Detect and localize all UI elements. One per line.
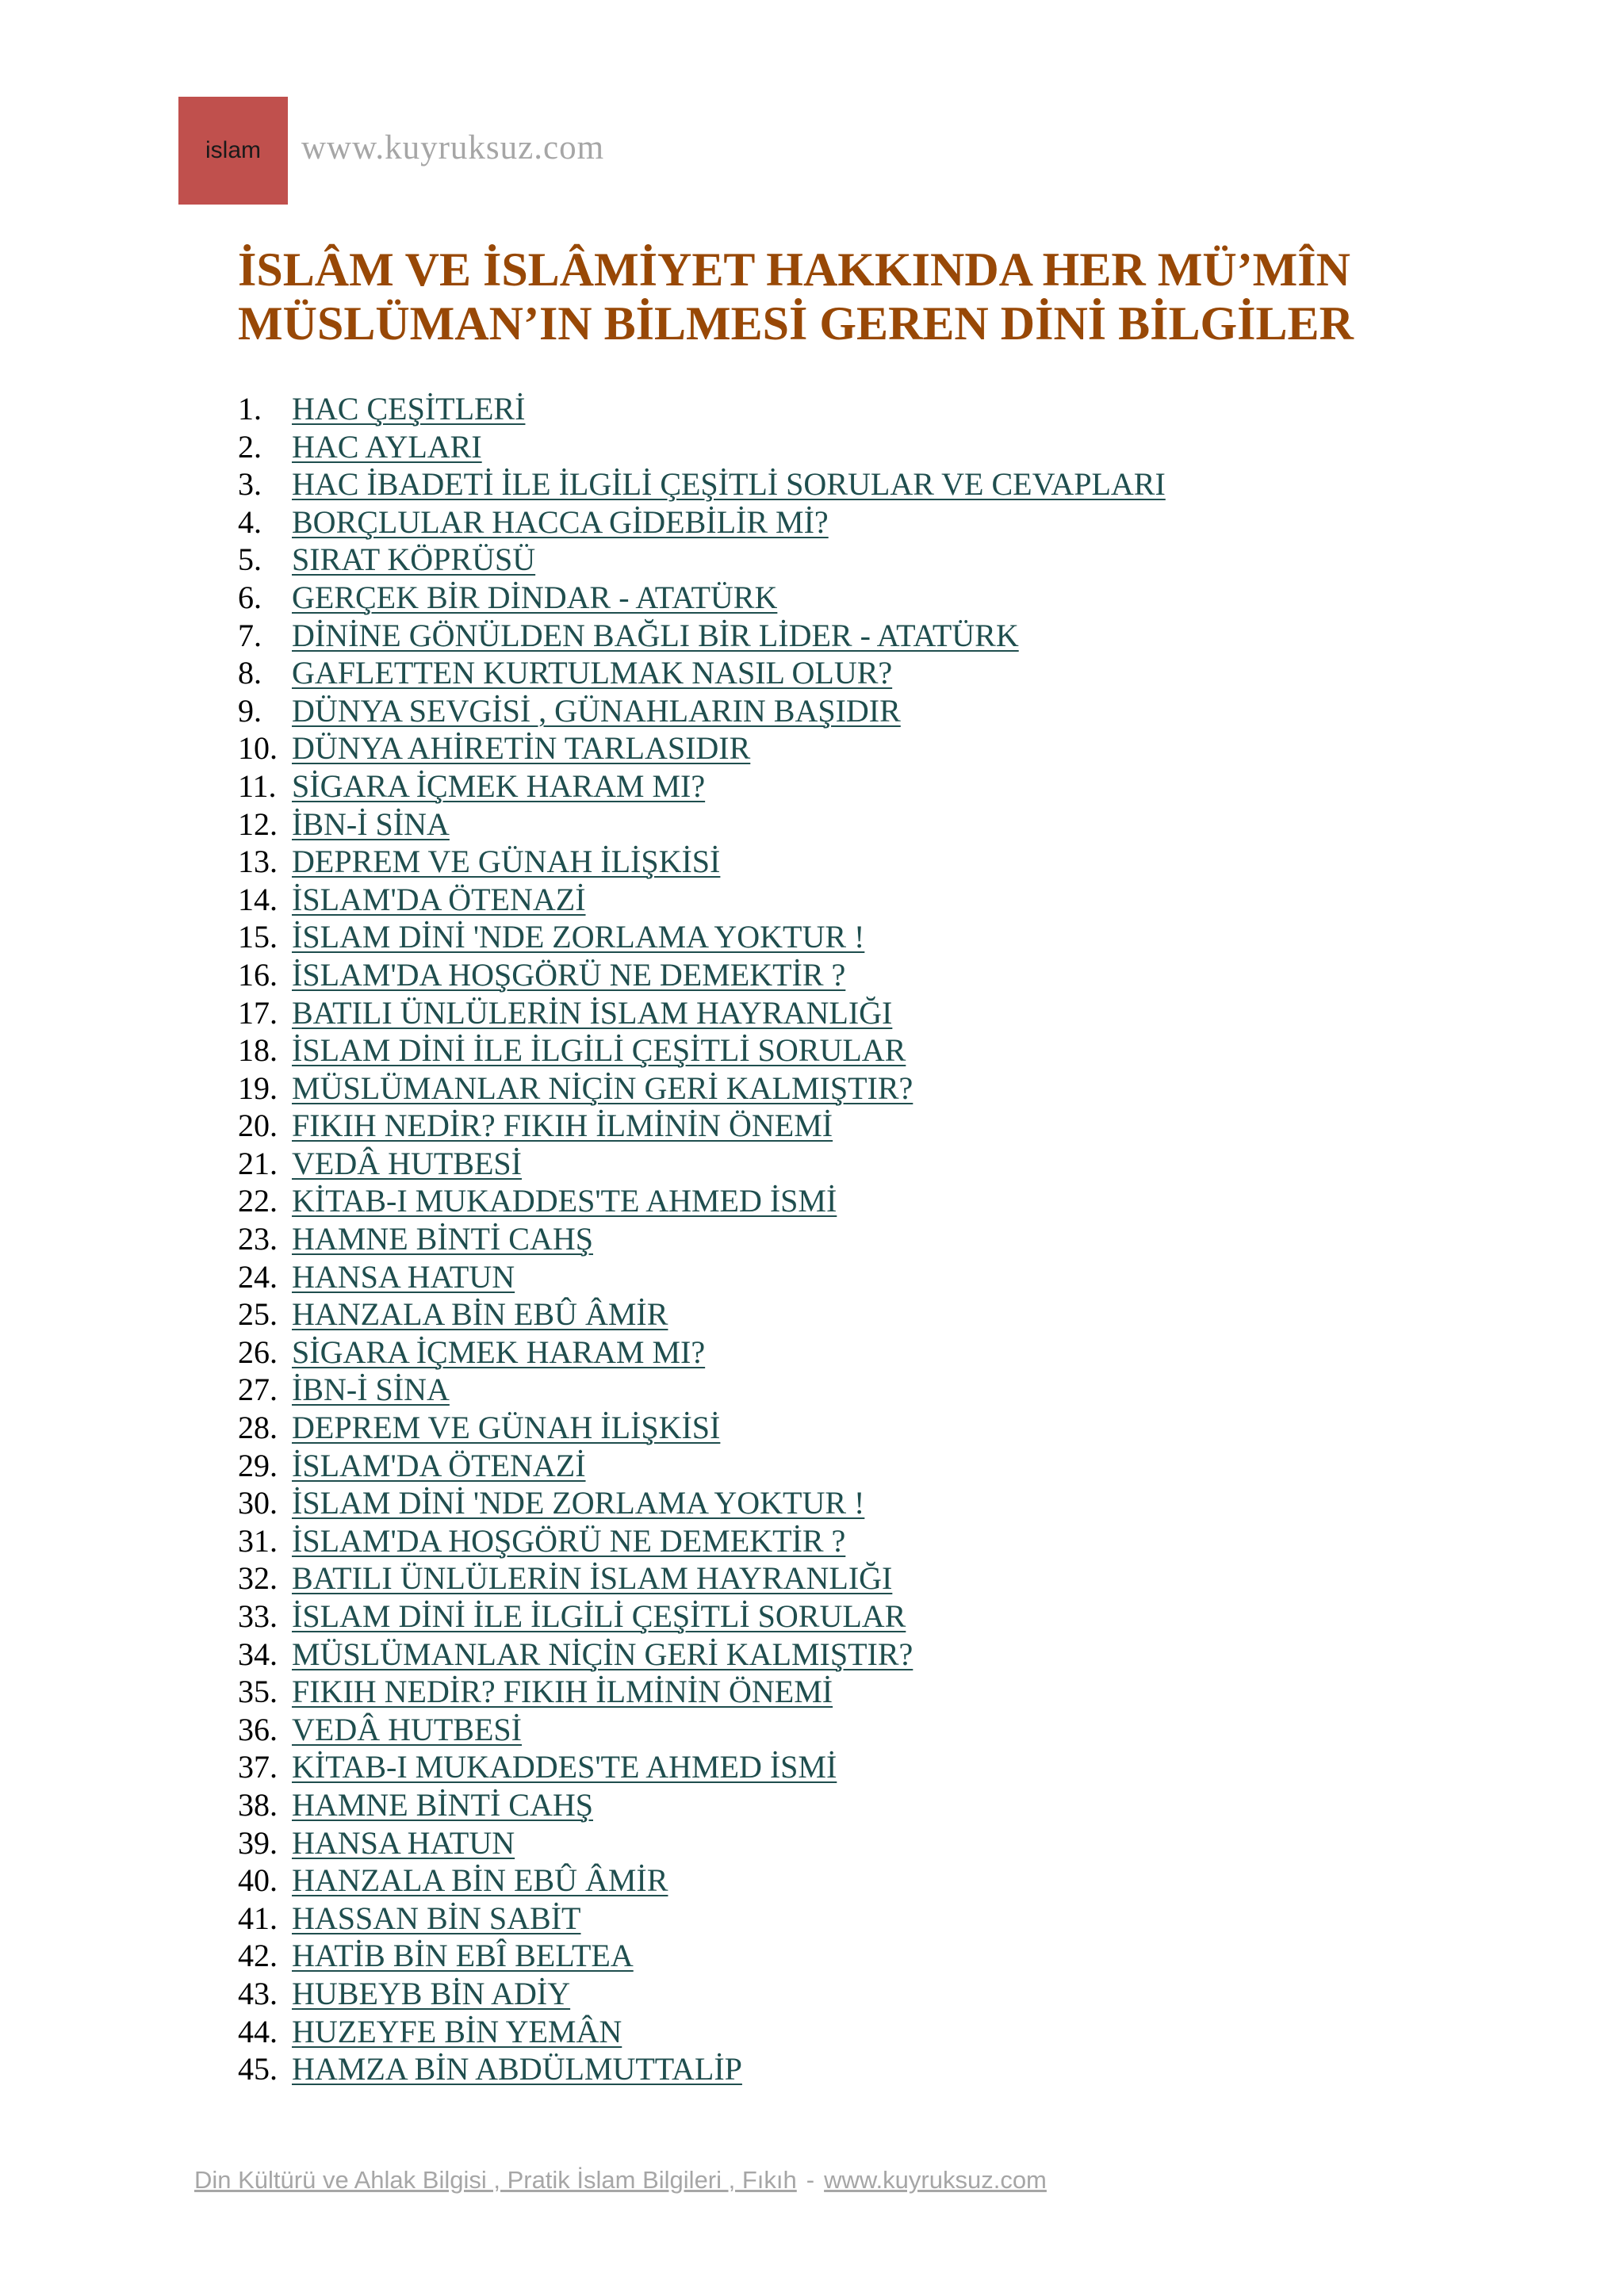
toc-item-number: 11. xyxy=(238,767,277,804)
toc-item-number: 30. xyxy=(238,1485,278,1521)
toc-item-link[interactable]: DÜNYA SEVGİSİ , GÜNAHLARIN BAŞIDIR xyxy=(292,692,901,729)
toc-item-link[interactable]: HAC AYLARI xyxy=(292,428,482,465)
toc-item-number: 22. xyxy=(238,1183,278,1219)
toc-item xyxy=(238,1598,1166,1636)
toc-item-number: 43. xyxy=(238,1975,278,2011)
document-title xyxy=(238,243,1475,350)
toc-item xyxy=(238,881,1166,919)
toc-item xyxy=(238,1636,1166,1674)
toc-item xyxy=(238,1371,1166,1409)
toc-item xyxy=(238,1334,1166,1372)
toc-item-number: 23. xyxy=(238,1221,278,1257)
toc-item-link[interactable]: HUBEYB BİN ADİY xyxy=(292,1975,571,2011)
toc-item xyxy=(238,956,1166,994)
toc-item xyxy=(238,2013,1166,2051)
toc-item-number: 9. xyxy=(238,692,262,729)
toc-item xyxy=(238,1559,1166,1598)
toc-item xyxy=(238,918,1166,956)
toc-item-number: 1. xyxy=(238,391,262,427)
toc-item xyxy=(238,1522,1166,1560)
toc-item-number: 26. xyxy=(238,1334,278,1370)
toc-item xyxy=(238,1862,1166,1900)
toc-item xyxy=(238,541,1166,579)
toc-item-link[interactable]: VEDÂ HUTBESİ xyxy=(292,1711,522,1747)
toc-item-number: 10. xyxy=(238,730,278,767)
toc-item-number: 24. xyxy=(238,1258,278,1295)
toc-item xyxy=(238,1145,1166,1183)
toc-item-number: 42. xyxy=(238,1938,278,1974)
toc-item xyxy=(238,843,1166,881)
toc-item xyxy=(238,1107,1166,1145)
toc-item-link[interactable]: DEPREM VE GÜNAH İLİŞKİSİ xyxy=(292,844,721,880)
toc-item xyxy=(238,1295,1166,1334)
toc-item xyxy=(238,1748,1166,1786)
toc-item-link[interactable]: HATİB BİN EBÎ BELTEA xyxy=(292,1938,634,1974)
toc-item xyxy=(238,1070,1166,1108)
toc-item-link[interactable]: İSLAM'DA HOŞGÖRÜ NE DEMEKTİR ? xyxy=(292,956,846,993)
toc-item xyxy=(238,1937,1166,1975)
toc-item-number: 21. xyxy=(238,1145,278,1181)
toc-item-link[interactable]: SİGARA İÇMEK HARAM MI? xyxy=(292,767,706,804)
toc-item xyxy=(238,1182,1166,1220)
toc-item-link[interactable]: İSLAM DİNİ İLE İLGİLİ ÇEŞİTLİ SORULAR xyxy=(292,1598,906,1634)
toc-item xyxy=(238,465,1166,503)
toc-item xyxy=(238,1484,1166,1522)
toc-item-number: 14. xyxy=(238,881,278,917)
footer-topic-link[interactable]: Din Kültürü ve Ahlak Bilgisi , Pratik İslam Bilgileri , Fıkıh xyxy=(194,2166,797,2194)
toc-item-link[interactable]: İSLAM DİNİ 'NDE ZORLAMA YOKTUR ! xyxy=(292,1485,865,1521)
toc-item xyxy=(238,994,1166,1032)
toc-item xyxy=(238,1975,1166,2013)
toc-item-link[interactable]: MÜSLÜMANLAR NİÇİN GERİ KALMIŞTIR? xyxy=(292,1070,914,1106)
toc-item xyxy=(238,390,1166,428)
toc-item xyxy=(238,617,1166,655)
toc-item-link[interactable]: BATILI ÜNLÜLERİN İSLAM HAYRANLIĞI xyxy=(292,1560,893,1597)
toc-item-number: 20. xyxy=(238,1108,278,1144)
toc-item-number: 16. xyxy=(238,956,278,993)
toc-item-number: 36. xyxy=(238,1711,278,1747)
toc-item xyxy=(238,1220,1166,1258)
toc-item-link[interactable]: GAFLETTEN KURTULMAK NASIL OLUR? xyxy=(292,655,893,691)
toc-item-number: 5. xyxy=(238,541,262,578)
toc-item-link[interactable]: KİTAB-I MUKADDES'TE AHMED İSMİ xyxy=(292,1183,837,1219)
toc-item-link[interactable]: DÜNYA AHİRETİN TARLASIDIR xyxy=(292,730,751,767)
document-title-line-1: İSLÂM VE İSLÂMİYET HAKKINDA HER MÜ’MÎN xyxy=(238,243,1350,296)
toc-item xyxy=(238,1031,1166,1070)
toc-item-link[interactable]: KİTAB-I MUKADDES'TE AHMED İSMİ xyxy=(292,1749,837,1785)
toc-item-number: 38. xyxy=(238,1786,278,1823)
toc-item-link[interactable]: HUZEYFE BİN YEMÂN xyxy=(292,2013,622,2049)
toc-item xyxy=(238,1824,1166,1862)
footer-site-link[interactable]: www.kuyruksuz.com xyxy=(824,2166,1047,2194)
toc-item xyxy=(238,1409,1166,1447)
toc-item xyxy=(238,729,1166,767)
toc-item-number: 28. xyxy=(238,1410,278,1446)
toc-item-number: 17. xyxy=(238,994,278,1031)
toc-item-link[interactable]: VEDÂ HUTBESİ xyxy=(292,1145,522,1181)
toc-item-link[interactable]: İBN-İ SİNA xyxy=(292,806,450,842)
toc-item xyxy=(238,692,1166,730)
toc-item-number: 3. xyxy=(238,466,262,503)
toc-item-link[interactable]: GERÇEK BİR DİNDAR - ATATÜRK xyxy=(292,579,778,615)
toc-item-link[interactable]: SİGARA İÇMEK HARAM MI? xyxy=(292,1334,706,1370)
toc-item-number: 7. xyxy=(238,617,262,653)
toc-item-link[interactable]: BORÇLULAR HACCA GİDEBİLİR Mİ? xyxy=(292,503,829,540)
toc-item-number: 34. xyxy=(238,1636,278,1672)
toc-item xyxy=(238,654,1166,692)
header-badge xyxy=(178,97,288,205)
toc-item-link[interactable]: DEPREM VE GÜNAH İLİŞKİSİ xyxy=(292,1410,721,1446)
toc-item xyxy=(238,1900,1166,1938)
toc-item-link[interactable]: İSLAM'DA ÖTENAZİ xyxy=(292,1447,586,1483)
toc-item-number: 8. xyxy=(238,655,262,691)
toc-item-number: 37. xyxy=(238,1749,278,1785)
toc-item-number: 39. xyxy=(238,1824,278,1861)
toc-item-link[interactable]: HANZALA BİN EBÛ ÂMİR xyxy=(292,1862,668,1899)
toc-item-number: 40. xyxy=(238,1862,278,1899)
toc-item-link[interactable]: İSLAM'DA ÖTENAZİ xyxy=(292,881,586,917)
toc-item-link[interactable]: HASSAN BİN SABİT xyxy=(292,1900,581,1936)
toc-item xyxy=(238,767,1166,806)
footer-separator: - xyxy=(806,2166,815,2194)
toc-item-link[interactable]: İSLAM DİNİ 'NDE ZORLAMA YOKTUR ! xyxy=(292,919,865,955)
toc-item-link[interactable]: MÜSLÜMANLAR NİÇİN GERİ KALMIŞTIR? xyxy=(292,1636,914,1672)
toc-item-number: 44. xyxy=(238,2013,278,2049)
toc-item-number: 35. xyxy=(238,1674,278,1710)
toc-item-number: 15. xyxy=(238,919,278,955)
toc-item xyxy=(238,1447,1166,1485)
toc-item xyxy=(238,1258,1166,1296)
toc-item xyxy=(238,1711,1166,1749)
toc-item-number: 45. xyxy=(238,2051,278,2087)
toc-item xyxy=(238,503,1166,541)
toc-item-number: 6. xyxy=(238,579,262,615)
toc-item-number: 29. xyxy=(238,1447,278,1483)
toc-item-link[interactable]: FIKIH NEDİR? FIKIH İLMİNİN ÖNEMİ xyxy=(292,1674,833,1710)
toc-item-number: 19. xyxy=(238,1070,278,1106)
toc-item-number: 33. xyxy=(238,1598,278,1634)
toc-item xyxy=(238,579,1166,617)
toc-item-link[interactable]: SIRAT KÖPRÜSÜ xyxy=(292,541,536,578)
toc-item-number: 4. xyxy=(238,503,262,540)
toc-item xyxy=(238,428,1166,466)
toc-item-number: 27. xyxy=(238,1372,278,1408)
toc-item-link[interactable]: DİNİNE GÖNÜLDEN BAĞLI BİR LİDER - ATATÜRK xyxy=(292,617,1019,653)
toc-item-link[interactable]: HAMZA BİN ABDÜLMUTTALİP xyxy=(292,2051,742,2087)
table-of-contents xyxy=(238,390,1166,2088)
toc-item-link[interactable]: FIKIH NEDİR? FIKIH İLMİNİN ÖNEMİ xyxy=(292,1108,833,1144)
toc-item-link[interactable]: HAC İBADETİ İLE İLGİLİ ÇEŞİTLİ SORULAR VE CEVAPLARI xyxy=(292,466,1166,503)
toc-item-link[interactable]: HANZALA BİN EBÛ ÂMİR xyxy=(292,1296,668,1333)
document-title-line-2: MÜSLÜMAN’IN BİLMESİ GEREN DİNİ BİLGİLER xyxy=(238,297,1354,350)
toc-item-link[interactable]: HANSA HATUN xyxy=(292,1824,515,1861)
toc-item-link[interactable]: BATILI ÜNLÜLERİN İSLAM HAYRANLIĞI xyxy=(292,994,893,1031)
toc-item-link[interactable]: HAMNE BİNTİ CAHŞ xyxy=(292,1786,593,1823)
toc-item-link[interactable]: İSLAM'DA HOŞGÖRÜ NE DEMEKTİR ? xyxy=(292,1522,846,1559)
toc-item xyxy=(238,806,1166,844)
toc-item-link[interactable]: İBN-İ SİNA xyxy=(292,1372,450,1408)
toc-item-number: 12. xyxy=(238,806,278,842)
toc-item-number: 31. xyxy=(238,1522,278,1559)
toc-item-link[interactable]: HAC ÇEŞİTLERİ xyxy=(292,391,526,427)
toc-item-link[interactable]: HANSA HATUN xyxy=(292,1258,515,1295)
toc-item-number: 32. xyxy=(238,1560,278,1597)
header-badge-label: islam xyxy=(205,137,261,163)
footer xyxy=(194,2166,1047,2195)
toc-item-number: 18. xyxy=(238,1032,278,1069)
toc-item xyxy=(238,2050,1166,2088)
toc-item-number: 41. xyxy=(238,1900,278,1936)
toc-item xyxy=(238,1786,1166,1824)
toc-item-number: 25. xyxy=(238,1296,278,1333)
toc-item-link[interactable]: İSLAM DİNİ İLE İLGİLİ ÇEŞİTLİ SORULAR xyxy=(292,1032,906,1069)
header-site-url: www.kuyruksuz.com xyxy=(301,129,605,166)
toc-item xyxy=(238,1673,1166,1711)
toc-item-number: 13. xyxy=(238,844,278,880)
toc-item-link[interactable]: HAMNE BİNTİ CAHŞ xyxy=(292,1221,593,1257)
toc-item-number: 2. xyxy=(238,428,262,465)
